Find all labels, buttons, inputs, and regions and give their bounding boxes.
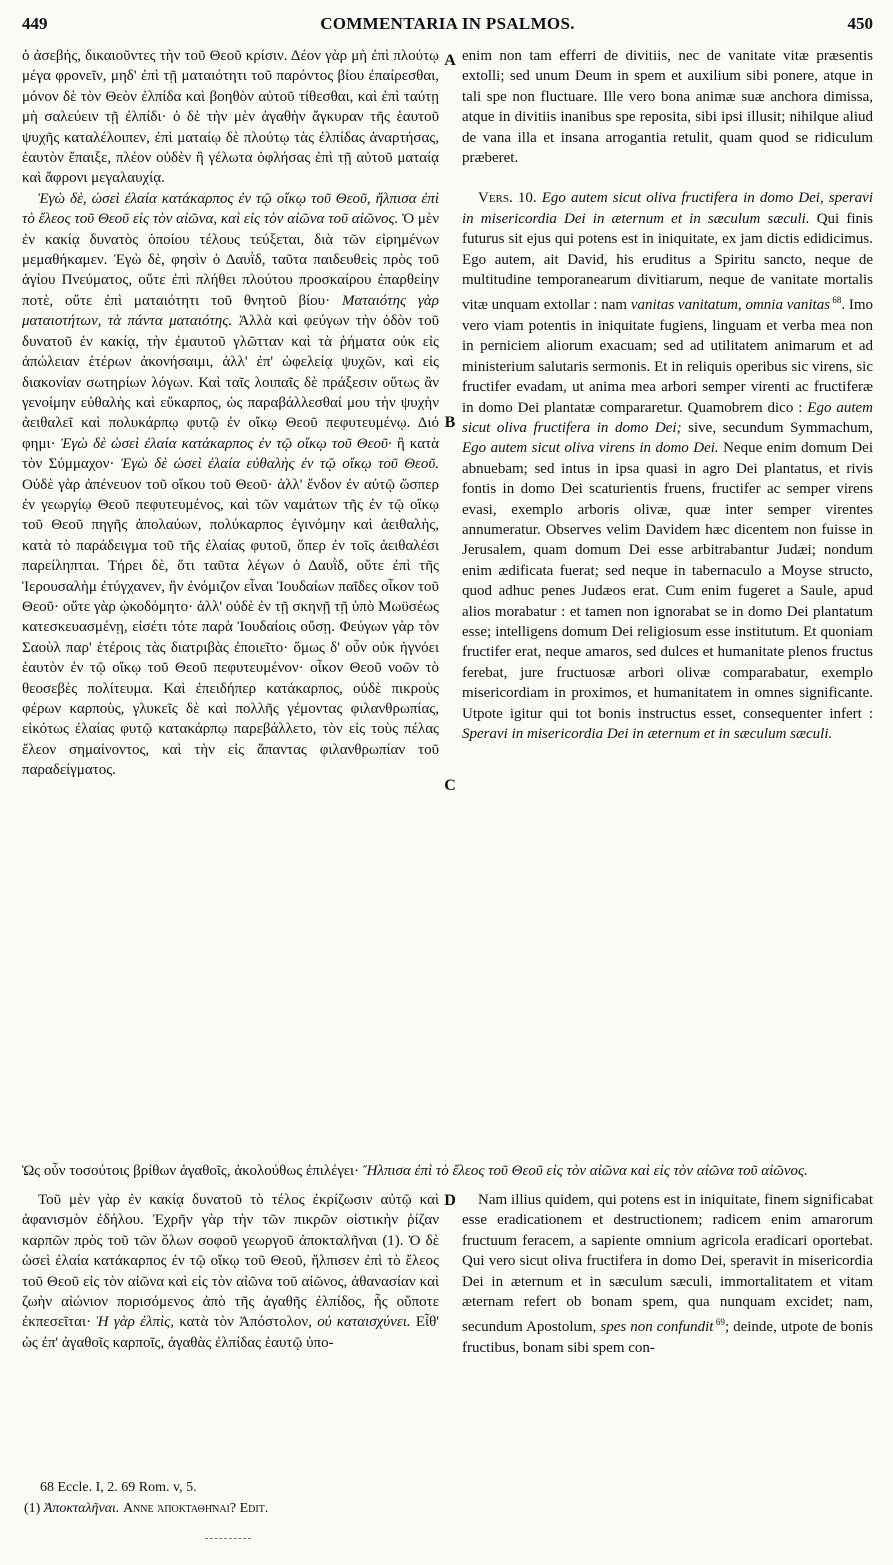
latin-column: [462, 46, 873, 1160]
running-header: [22, 14, 873, 40]
latin-column-lower: [462, 1190, 873, 1510]
footnote-refs: 68 Eccle. I, 2. 69 Rom. v, 5.: [40, 1480, 197, 1495]
scan-mark: [205, 1538, 251, 1541]
greek-paragraph: ὁ ἀσεβής, δικαιοῦντες τὴν τοῦ Θεοῦ κρίσιν. Δέον γὰρ μὴ ἐπὶ πλούτῳ μέγα φρονεῖν, μηδ' ἐπὶ τῇ ματαιότητι τοῦ παρόντος βίου ἐπαίρεσθαι, μόνον δὲ τὸν Θεὸν ἐλπίδα καὶ βοηθὸν αὐτοῦ τίθεσθαι, καὶ ἐπὶ ταύτῃ μὴ σαλεύειν τῇ ἐλπίδι· ὁ δὲ τὴν μὲν ἀγαθὴν ἄγκυραν τῆς ἑαυτοῦ ψυχῆς καταλέλοιπεν, ἐπὶ ματαίῳ δὲ πλούτῳ τὰς ἐλπίδας ἀναρτήσας, ἑαυτὸν ἔπαιξε, πλέον οὐδὲν ἢ γέλωτα ὀφλήσας ἐπὶ τῇ αὐτοῦ ματαίᾳ καὶ ἄφρονι μεγαλαυχίᾳ.: [22, 48, 439, 187]
verse-label: Vers. 10.: [478, 190, 537, 207]
greek-column-lower: [22, 1190, 439, 1465]
footnote-ref: 69: [713, 1317, 725, 1328]
running-title: COMMENTARIA IN PSALMOS.: [320, 14, 575, 33]
latin-paragraph: Vers. 10. Ego autem sicut oliva fructifera in domo Dei, speravi in misericordia Dei in æternum et in sæculum sæculi. Qui finis futurus sit ejus qui potens est in iniquitate, ex jam dictis edidicimus. Ego autem, ait David, his eruditus a Spiritu sancto, neque de multitudine temporanearum divitiarum, neque de vanitate mortalis vitæ unquam extollar : nam vanitas vanitatum, omnia vanitas $^{68}$. Imo vero viam potentis in iniquitate fugiens, linguam et verba mea non in perniciem aliorum exacuam; sed ad utilitatem animarum et ad ministerium salutaris sermonis. Et in reliquis operibus sic virens, sic fructifer evadam, ut anima mea arbori semper virenti ac fructiferæ in domo Dei plantatæ compararetur. Quamobrem dico : Ego autem sicut oliva fructifera in domo Dei; sive, secundum Symmachum, Ego autem sicut oliva virens in domo Dei. Neque enim domum Dei abnuebam; sed intus in ipsa quasi in agro Dei plantatus, et rivis fontis in domo Dei scaturientis fruens, fructifer ac semper virens evasi, exemplo arboris olivæ, quæ inter semper virentes annumeratur. Observes velim Davidem hæc dicentem non fuisse in Jerusalem, quam domum Dei esse arbitrabantur Judæi; nondum enim ædificata fuerat; sed neque in tabernaculo a Moyse structo, quod adhuc penes Judæos erat. Cum enim fugeret a Saule, apud alios morabatur : et tamen non ignorabat se in domo Dei plantatum esse; intelligens domum Dei religiosum esse institutum. Et quoniam fructifer erat, neque amaros, sed dulces et humanitate plenos fructus ferebat, jure fructuosæ arbori olivæ comparabatur, exemplo misericordiam in proximos, et humanitatem in omnes significante. Utpote igitur qui tot bonis instructus esset, consequenter infert : Speravi in misericordia Dei in æternum et in sæculum sæculi.: [462, 190, 873, 742]
greek-lemma: Ἐγὼ δὲ, ὡσεὶ ἐλαία κατάκαρπος ἐν τῷ οἴκῳ τοῦ Θεοῦ, ἤλπισα ἐπὶ τὸ ἔλεος τοῦ Θεοῦ εἰς τὸν αἰῶνα, καὶ εἰς τὸν αἰῶνα τοῦ αἰῶνος.: [22, 190, 439, 228]
latin-paragraph: Nam illius quidem, qui potens est in iniquitate, finem significabat esse eradicationem et destructionem; radicem enim amarorum fructuum feracem, a sapiente omnium agricola eradicari oportebat. Qui vero sicut oliva fructifera in domo Dei, speravit in misericordia Dei in æternum et in sæculum sæculi, immortalitatem et vitam æternam refert ob bonam spem, qua nunquam excidet; nam, secundum Apostolum, spes non confundit $^{69}$; deinde, utpote de bonis fructibus, bonam sibi spem con-: [462, 1192, 873, 1356]
footnote-ref: 68: [830, 295, 842, 306]
latin-paragraph: enim non tam efferri de divitiis, nec de vanitate vitæ præsentis extolli; sed unum Deum in spem et auxilium sibi ponere, atque in tali spe non fluctuare. Ille vero bona animæ suæ anchora dimissa, atque in divitiis inanibus spe reposita, sibi ipsi illusit; nihilque aliud de vana illa et insana arrogantia retulit, quam quod se ridiculum præberet.: [462, 48, 873, 167]
page-number-left: 449: [22, 14, 48, 33]
latin-lemma: Ego autem sicut oliva fructifera in domo Dei, speravi in misericordia Dei in æternum et in sæculum sæculi.: [462, 190, 873, 227]
margin-marker-a: A: [444, 52, 456, 69]
margin-marker-b: B: [444, 414, 456, 431]
greek-column: [22, 46, 439, 1238]
greek-paragraph: Ἐγὼ δὲ, ὡσεὶ ἐλαία κατάκαρπος ἐν τῷ οἴκῳ τοῦ Θεοῦ, ἤλπισα ἐπὶ τὸ ἔλεος τοῦ Θεοῦ εἰς τὸν αἰῶνα, καὶ εἰς τὸν αἰῶνα τοῦ αἰῶνος. Ὁ μὲν ἐν κακίᾳ δυνατὸς ὁποίου τέλους τεύξεται, διὰ τῶν εἰρημένων μεμαθήκαμεν. Ἐγὼ δὲ, φησὶν ὁ Δαυῒδ, ταῦτα παιδευθεὶς πρὸς τοῦ ἁγίου Πνεύματος, οὔτε ἐπὶ πλήθει πλούτου προσκαίρου ἐπαρθείην ποτὲ, οὔτε ἐπὶ ματαιότητι τοῦ θνητοῦ βίου· Ματαιότης γὰρ ματαιοτήτων, τὰ πάντα ματαιότης. Ἀλλὰ καὶ φεύγων τὴν ὁδὸν τοῦ δυνατοῦ ἐν κακίᾳ, τὴν ἐμαυτοῦ γλῶτταν καὶ τὰ ῥήματα οὐκ εἰς ἀπώλειαν ἑτέρων ἀκονήσαιμι, ἀλλ' ἐπ' ὠφελείᾳ ψυχῶν, καὶ εἰς διακονίαν σωτηρίων λόγων. Καὶ ταῖς λοιπαῖς δὲ πράξεσιν οὕτως ἂν γενοίμην εὐθαλὴς καὶ εὔκαρπος, ὡς παραβάλλεσθαί μου τὴν ψυχὴν ἀειθαλεῖ καὶ πολυκάρπῳ φυτῷ ἐν οἴκῳ Θεοῦ πεφυτευμένῳ. Διό φημι· Ἐγὼ δὲ ὡσεὶ ἐλαία κατάκαρπος ἐν τῷ οἴκῳ τοῦ Θεοῦ· ἢ κατὰ τὸν Σύμμαχον· Ἐγὼ δὲ ὡσεὶ ἐλαία εὐθαλὴς ἐν τῷ οἴκῳ τοῦ Θεοῦ. Οὐδὲ γὰρ ἀπένευον τοῦ οἴκου τοῦ Θεοῦ· ἀλλ' ἔνδον ἐν αὐτῷ ὥσπερ ἐν γεωργίῳ Θεοῦ πεφυτευμένος, καὶ τῶν ναμάτων τῆς ἐν τῷ οἴκῳ τοῦ Θεοῦ πηγῆς ἀπολαύων, πολύκαρπος ἐγινόμην καὶ ἀειθαλὴς, κατὰ τὸ παράδειγμα τοῦ τῆς ἐλαίας φυτοῦ, ὅπερ ἐν τοῖς ἀειθαλέσι παρείληπται. Τήρει δὲ, ὅτι ταῦτα λέγων ὁ Δαυῒδ, οὔτε ἐπὶ τῆς Ἱερουσαλὴμ ἐτύγχανεν, ἣν ἐνόμιζον εἶναι Ἰουδαίων παῖδες οἶκον τοῦ Θεοῦ· οὔτε γὰρ ᾠκοδόμητο· ἀλλ' οὐδὲ ἐν τῇ σκηνῇ τῇ ὑπὸ Μωϋσέως κατεσκευασμένῃ, εἰσέτι τότε παρὰ Ἰουδαίοις οὔσῃ. Φεύγων γὰρ τὸν Σαοὺλ παρ' ἑτέροις τὰς διατριβὰς ἐποιεῖτο· ὅμως δ' οὖν οὐκ ἠγνόει ἑαυτὸν ἐν τῷ οἴκῳ τοῦ Θεοῦ πεφυτευμένον· οἶκον Θεοῦ νοῶν τὸ θεοσεβὲς πολίτευμα. Καὶ ἐπειδήπερ κατάκαρπος, οὐδὲ πικροὺς φέρων καρποὺς, γλυκεῖς δὲ καὶ πολλῆς γέμοντας φιλανθρωπίας, εἰκότως ἐλαίας φυτῷ κατακάρπῳ παρεβάλλετο, τὸν εἰς τοὺς πέλας ἔλεον σημαίνοντος, καὶ τὴν εἰς ἅπαντας φιλανθρωπίαν τοῦ παραδείγματος.: [22, 190, 439, 779]
page-number-right: 450: [847, 14, 873, 33]
full-width-line: Ὡς οὖν τοσούτοις βρίθων ἀγαθοῖς, ἀκολούθως ἐπιλέγει· Ἤλπισα ἐπὶ τὸ ἔλεος τοῦ Θεοῦ εἰς τὸν αἰῶνα καὶ εἰς τὸν αἰῶνα τοῦ αἰῶνος.: [22, 1163, 808, 1179]
margin-marker-d: D: [444, 1192, 456, 1209]
margin-marker-c: C: [444, 777, 456, 794]
greek-paragraph: Τοῦ μὲν γὰρ ἐν κακίᾳ δυνατοῦ τὸ τέλος ἐκρίζωσιν αὐτῷ καὶ ἀφανισμὸν ἐδήλου. Ἐχρῆν γὰρ τὴν τῶν πικρῶν οἰστικὴν ῥίζαν καρπῶν πρὸς τοῦ τῶν ὅλων σοφοῦ γεωργοῦ ἀποκταλῆναι (1). Ὁ δὲ ὡσεὶ ἐλαία κατάκαρπος ἐν τῷ οἴκῳ τοῦ Θεοῦ, ἤλπισεν ἐπὶ τὸ ἔλεος τοῦ Θεοῦ εἰς τὸν αἰῶνα καὶ εἰς τὸν αἰῶνα τοῦ αἰῶνος, ἀθανασίαν καὶ ζωὴν αἰώνιον πορισόμενος ἀπὸ τῆς ἀγαθῆς ἐλπίδος, ἧς οὔποτε ἐκπεσεῖται· Ἡ γὰρ ἐλπὶς, κατὰ τὸν Ἀπόστολον, οὐ καταισχύνει. Εἶθ' ὡς ἐπ' ἀγαθοῖς καρποῖς, ἀγαθὰς ἐλπίδας ἑαυτῷ ὑπο-: [22, 1192, 439, 1351]
editor-note: (1) Ἀποκταλῆναι. Anne ἀποκταθῆναι? Edit.: [24, 1501, 269, 1516]
